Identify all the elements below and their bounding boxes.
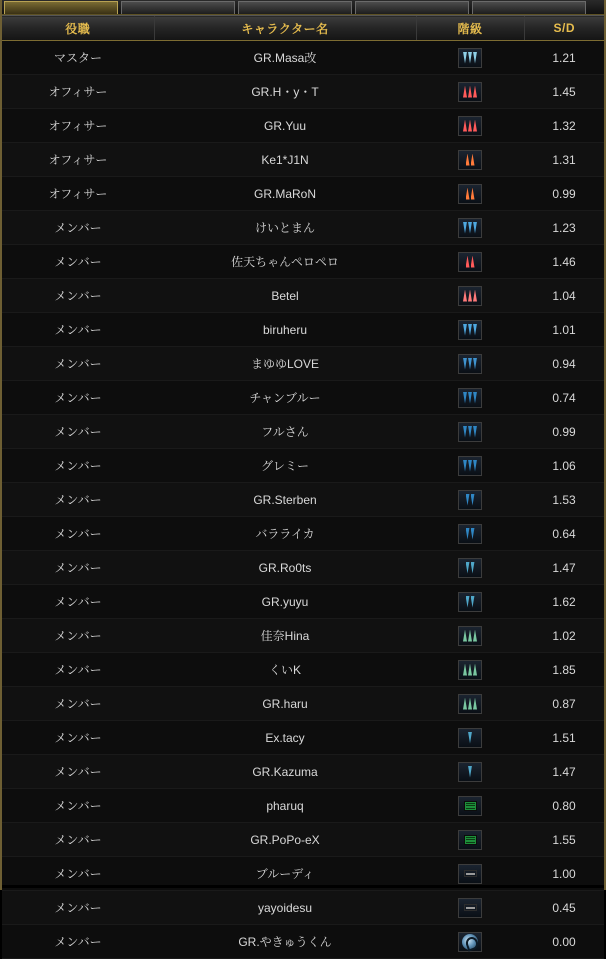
rank-insignia-icon — [458, 626, 482, 646]
rank-insignia-icon — [458, 422, 482, 442]
rank-insignia-icon — [458, 320, 482, 340]
cell-sd: 1.32 — [524, 109, 604, 143]
cell-sd: 1.55 — [524, 823, 604, 857]
column-header-sd[interactable]: S/D — [524, 16, 604, 41]
table-row[interactable] — [2, 279, 604, 313]
cell-character-name[interactable]: バラライカ — [154, 517, 416, 551]
rank-chevron — [471, 256, 475, 268]
cell-role: メンバー — [2, 687, 154, 721]
rank-insignia-icon — [458, 150, 482, 170]
tab-1[interactable] — [121, 1, 235, 14]
cell-sd: 0.00 — [524, 925, 604, 959]
tab-2[interactable] — [238, 1, 352, 14]
cell-sd: 1.06 — [524, 449, 604, 483]
cell-character-name[interactable]: くいK — [154, 653, 416, 687]
cell-sd: 0.94 — [524, 347, 604, 381]
cell-sd: 1.04 — [524, 279, 604, 313]
cell-rank — [416, 925, 524, 959]
cell-sd: 1.45 — [524, 75, 604, 109]
table-row[interactable] — [2, 823, 604, 857]
cell-character-name[interactable]: biruheru — [154, 313, 416, 347]
cell-role: オフィサー — [2, 177, 154, 211]
rank-insignia-icon — [458, 694, 482, 714]
cell-rank — [416, 177, 524, 211]
rank-insignia-icon — [458, 252, 482, 272]
rank-chevron — [463, 86, 467, 98]
rank-chevron — [471, 154, 475, 166]
rank-chevron — [473, 324, 477, 336]
cell-sd: 0.99 — [524, 177, 604, 211]
roster-table — [2, 15, 604, 959]
rank-insignia-icon — [458, 48, 482, 68]
cell-rank — [416, 585, 524, 619]
cell-rank — [416, 517, 524, 551]
cell-role: メンバー — [2, 347, 154, 381]
table-row[interactable] — [2, 891, 604, 925]
rank-chevron — [473, 222, 477, 234]
rank-chevron — [473, 426, 477, 438]
rank-chevron — [473, 52, 477, 64]
table-row[interactable] — [2, 551, 604, 585]
rank-chevron — [473, 290, 477, 302]
cell-sd: 0.80 — [524, 789, 604, 823]
rank-chevron — [473, 86, 477, 98]
rank-chevron — [468, 324, 472, 336]
cell-rank — [416, 211, 524, 245]
cell-rank — [416, 41, 524, 75]
cell-sd: 1.53 — [524, 483, 604, 517]
rank-chevron — [468, 120, 472, 132]
cell-role: メンバー — [2, 653, 154, 687]
cell-rank — [416, 721, 524, 755]
table-row[interactable] — [2, 347, 604, 381]
rank-insignia-icon — [458, 558, 482, 578]
cell-sd: 1.85 — [524, 653, 604, 687]
cell-rank — [416, 245, 524, 279]
cell-rank — [416, 789, 524, 823]
rank-insignia-icon — [458, 762, 482, 782]
rank-chevron — [463, 392, 467, 404]
column-header-character-name[interactable]: キャラクター名 — [154, 16, 416, 41]
cell-role: メンバー — [2, 551, 154, 585]
cell-rank — [416, 381, 524, 415]
table-row[interactable] — [2, 789, 604, 823]
rank-chevron — [468, 664, 472, 676]
rank-insignia-icon — [458, 660, 482, 680]
rank-chevron — [468, 52, 472, 64]
rank-chevron — [471, 528, 475, 540]
cell-role: メンバー — [2, 619, 154, 653]
cell-character-name[interactable]: GR.Masa改 — [154, 41, 416, 75]
cell-character-name[interactable]: GR.Kazuma — [154, 755, 416, 789]
rank-insignia-icon — [458, 184, 482, 204]
table-row[interactable] — [2, 211, 604, 245]
rank-chevron — [466, 256, 470, 268]
table-header-row — [2, 16, 604, 41]
table-row[interactable] — [2, 925, 604, 959]
cell-character-name[interactable]: 佐天ちゃんペロペロ — [154, 245, 416, 279]
cell-role: メンバー — [2, 857, 154, 891]
rank-chevron — [463, 630, 467, 642]
cell-sd: 1.23 — [524, 211, 604, 245]
rank-chevron — [466, 562, 470, 574]
cell-rank — [416, 415, 524, 449]
rank-chevron — [463, 460, 467, 472]
rank-chevron — [468, 698, 472, 710]
rank-chevron — [473, 698, 477, 710]
cell-character-name[interactable]: GR.H・y・T — [154, 75, 416, 109]
cell-sd: 1.02 — [524, 619, 604, 653]
cell-sd: 0.74 — [524, 381, 604, 415]
rank-insignia-icon — [458, 932, 482, 952]
cell-rank — [416, 143, 524, 177]
table-row[interactable] — [2, 755, 604, 789]
cell-rank — [416, 755, 524, 789]
cell-sd: 1.46 — [524, 245, 604, 279]
rank-chevron — [468, 426, 472, 438]
cell-character-name[interactable]: まゆゆLOVE — [154, 347, 416, 381]
table-row[interactable] — [2, 177, 604, 211]
table-row[interactable] — [2, 721, 604, 755]
cell-role: オフィサー — [2, 143, 154, 177]
tab-4[interactable] — [472, 1, 586, 14]
table-row[interactable] — [2, 41, 604, 75]
cell-role: メンバー — [2, 245, 154, 279]
cell-role: マスター — [2, 41, 154, 75]
rank-chevron — [468, 358, 472, 370]
cell-sd: 1.51 — [524, 721, 604, 755]
rank-insignia-icon — [458, 354, 482, 374]
cell-character-name[interactable]: ブルーディ — [154, 857, 416, 891]
rank-chevron — [466, 188, 470, 200]
cell-role: メンバー — [2, 449, 154, 483]
cell-rank — [416, 347, 524, 381]
cell-character-name[interactable]: チャンブルー — [154, 381, 416, 415]
rank-chevron — [468, 86, 472, 98]
table-row[interactable] — [2, 449, 604, 483]
cell-character-name[interactable]: GR.haru — [154, 687, 416, 721]
rank-chevron — [466, 596, 470, 608]
cell-sd: 1.62 — [524, 585, 604, 619]
table-row[interactable] — [2, 483, 604, 517]
table-row[interactable] — [2, 245, 604, 279]
cell-sd: 1.01 — [524, 313, 604, 347]
cell-rank — [416, 653, 524, 687]
rank-chevron — [473, 120, 477, 132]
rank-chevron — [471, 596, 475, 608]
table-row[interactable] — [2, 313, 604, 347]
cell-sd: 0.64 — [524, 517, 604, 551]
table-row[interactable] — [2, 687, 604, 721]
cell-sd: 1.21 — [524, 41, 604, 75]
cell-role: メンバー — [2, 483, 154, 517]
table-row[interactable] — [2, 75, 604, 109]
table-row[interactable] — [2, 109, 604, 143]
rank-chevron — [471, 188, 475, 200]
rank-chevron — [473, 358, 477, 370]
rank-chevron — [463, 52, 467, 64]
cell-character-name[interactable]: フルさん — [154, 415, 416, 449]
table-row[interactable] — [2, 143, 604, 177]
cell-character-name[interactable]: Ex.tacy — [154, 721, 416, 755]
cell-role: メンバー — [2, 925, 154, 959]
cell-role: メンバー — [2, 517, 154, 551]
rank-insignia-icon — [458, 286, 482, 306]
cell-role: メンバー — [2, 891, 154, 925]
cell-role: メンバー — [2, 755, 154, 789]
cell-sd: 1.31 — [524, 143, 604, 177]
table-row[interactable] — [2, 415, 604, 449]
rank-insignia-icon — [458, 592, 482, 612]
rank-insignia-icon — [458, 524, 482, 544]
column-header-role[interactable]: 役職 — [2, 16, 154, 41]
cell-role: メンバー — [2, 585, 154, 619]
cell-rank — [416, 891, 524, 925]
cell-sd: 0.87 — [524, 687, 604, 721]
cell-role: メンバー — [2, 279, 154, 313]
rank-chevron — [463, 698, 467, 710]
rank-chevron — [463, 120, 467, 132]
rank-chevron — [468, 766, 472, 778]
rank-chevron — [473, 664, 477, 676]
cell-rank — [416, 313, 524, 347]
rank-chevron — [471, 494, 475, 506]
cell-character-name[interactable]: GR.PoPo-eX — [154, 823, 416, 857]
cell-character-name[interactable]: GR.やきゅうくん — [154, 925, 416, 959]
roster-body — [2, 41, 604, 959]
cell-character-name[interactable]: GR.MaRoN — [154, 177, 416, 211]
cell-character-name[interactable]: GR.Ro0ts — [154, 551, 416, 585]
cell-character-name[interactable]: Betel — [154, 279, 416, 313]
rank-insignia-icon — [458, 796, 482, 816]
cell-role: メンバー — [2, 721, 154, 755]
tab-3[interactable] — [355, 1, 469, 14]
rank-chevron — [468, 630, 472, 642]
cell-character-name[interactable]: GR.Yuu — [154, 109, 416, 143]
cell-rank — [416, 483, 524, 517]
table-row[interactable] — [2, 653, 604, 687]
cell-character-name[interactable]: けいとまん — [154, 211, 416, 245]
rank-chevron — [473, 392, 477, 404]
table-row[interactable] — [2, 381, 604, 415]
table-row[interactable] — [2, 517, 604, 551]
rank-chevron — [466, 494, 470, 506]
cell-sd: 1.00 — [524, 857, 604, 891]
tab-strip[interactable] — [2, 0, 604, 15]
cell-rank — [416, 109, 524, 143]
rank-chevron — [463, 222, 467, 234]
rank-chevron — [473, 630, 477, 642]
cell-role: メンバー — [2, 381, 154, 415]
cell-role: メンバー — [2, 211, 154, 245]
rank-insignia-icon — [458, 898, 482, 918]
cell-character-name[interactable]: 佳奈Hina — [154, 619, 416, 653]
cell-rank — [416, 619, 524, 653]
rank-insignia-icon — [458, 830, 482, 850]
rank-insignia-icon — [458, 82, 482, 102]
window-bottom-edge — [2, 885, 604, 888]
cell-rank — [416, 823, 524, 857]
rank-chevron — [463, 426, 467, 438]
rank-insignia-icon — [458, 490, 482, 510]
cell-rank — [416, 279, 524, 313]
cell-sd: 1.47 — [524, 755, 604, 789]
rank-chevron — [473, 460, 477, 472]
rank-chevron — [468, 290, 472, 302]
rank-insignia-icon — [458, 456, 482, 476]
roster-table-container — [2, 15, 604, 949]
table-row[interactable] — [2, 585, 604, 619]
cell-sd: 1.47 — [524, 551, 604, 585]
rank-chevron — [463, 290, 467, 302]
rank-insignia-icon — [458, 116, 482, 136]
rank-chevron — [463, 664, 467, 676]
rank-chevron — [468, 222, 472, 234]
table-row[interactable] — [2, 619, 604, 653]
rank-insignia-icon — [458, 728, 482, 748]
cell-character-name[interactable]: GR.Sterben — [154, 483, 416, 517]
cell-character-name[interactable]: Ke1*J1N — [154, 143, 416, 177]
cell-role: オフィサー — [2, 109, 154, 143]
column-header-rank[interactable]: 階級 — [416, 16, 524, 41]
cell-sd: 0.45 — [524, 891, 604, 925]
cell-character-name[interactable]: pharuq — [154, 789, 416, 823]
rank-chevron — [466, 528, 470, 540]
cell-sd: 0.99 — [524, 415, 604, 449]
cell-role: メンバー — [2, 823, 154, 857]
cell-character-name[interactable]: グレミー — [154, 449, 416, 483]
rank-insignia-icon — [458, 388, 482, 408]
tab-0[interactable] — [4, 1, 118, 14]
rank-chevron — [468, 732, 472, 744]
rank-insignia-icon — [458, 218, 482, 238]
cell-character-name[interactable]: yayoidesu — [154, 891, 416, 925]
rank-chevron — [471, 562, 475, 574]
cell-rank — [416, 551, 524, 585]
cell-role: メンバー — [2, 415, 154, 449]
rank-chevron — [466, 154, 470, 166]
cell-character-name[interactable]: GR.yuyu — [154, 585, 416, 619]
cell-rank — [416, 75, 524, 109]
cell-rank — [416, 687, 524, 721]
rank-chevron — [463, 324, 467, 336]
rank-insignia-icon — [458, 864, 482, 884]
rank-chevron — [468, 392, 472, 404]
cell-role: オフィサー — [2, 75, 154, 109]
cell-rank — [416, 449, 524, 483]
rank-chevron — [468, 460, 472, 472]
rank-chevron — [463, 358, 467, 370]
cell-role: メンバー — [2, 789, 154, 823]
cell-role: メンバー — [2, 313, 154, 347]
